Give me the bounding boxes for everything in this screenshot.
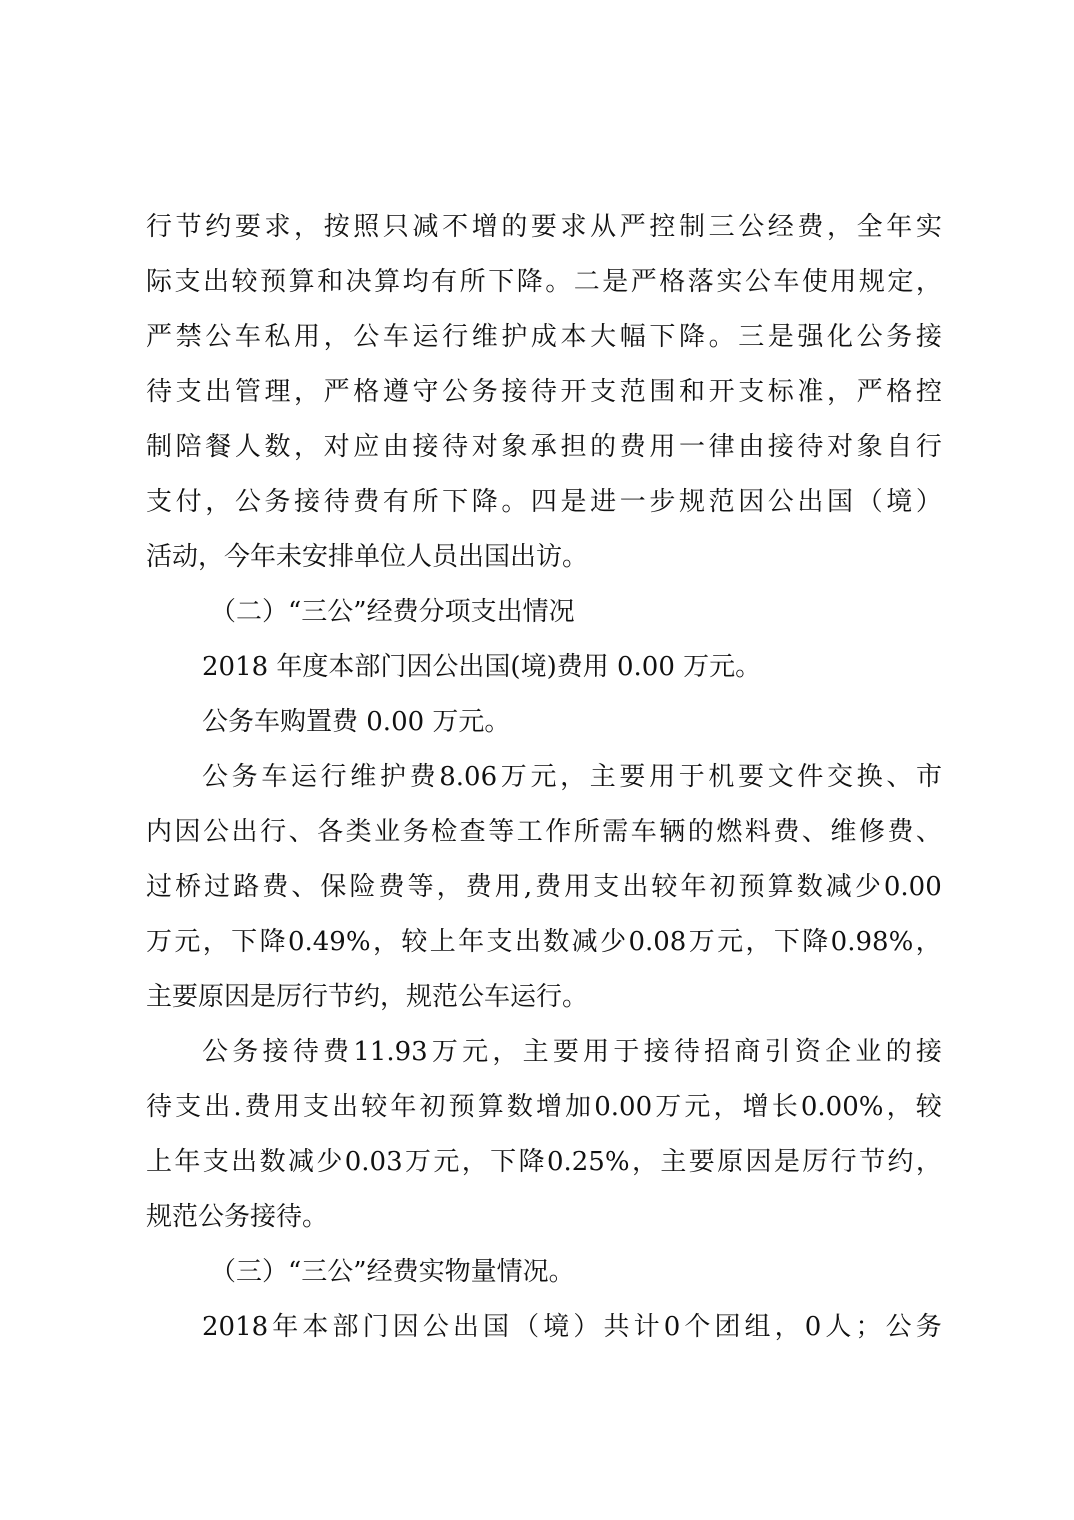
text-line: 际 支 出 较 预 算 和 决 算 均 有 所 下 降 。 二 是 严 格 落 实 公 车 使 用 规 定 ， bbox=[146, 267, 942, 297]
text-line: 内 因 公 出 行 、 各 类 业 务 检 查 等 工 作 所 需 车 辆 的 燃 料 费 、 维 修 费 、 bbox=[146, 817, 942, 847]
text-line: 支 付 ， 公 务 接 待 费 有 所 下 降 。 四 是 进 一 步 规 范 因 公 出 国 （ 境 ） bbox=[146, 487, 942, 517]
text-line: 规范公务接待。 bbox=[146, 1202, 329, 1232]
text-line: 严 禁 公 车 私 用 ， 公 车 运 行 维 护 成 本 大 幅 下 降 。 三 是 强 化 公 务 接 bbox=[146, 322, 942, 352]
section-heading: （二）“三公”经费分项支出情况 bbox=[210, 597, 575, 627]
text-line: 待 支 出 管 理 ， 严 格 遵 守 公 务 接 待 开 支 范 围 和 开 支 标 准 ， 严 格 控 bbox=[146, 377, 942, 407]
text-line: 公 务 车 运 行 维 护 费 8.06 万 元 ， 主 要 用 于 机 要 文 件 交 换 、 市 bbox=[202, 762, 942, 792]
text-line: 上 年 支 出 数 减 少 0.03 万 元 ， 下 降 0.25% ， 主 要 原 因 是 厉 行 节 约 ， bbox=[146, 1147, 942, 1177]
text-line: 万 元 ， 下 降 0.49% ， 较 上 年 支 出 数 减 少 0.08 万 元 ， 下 降 0.98% ， bbox=[146, 927, 942, 957]
text-line: 活动，今年未安排单位人员出国出访。 bbox=[146, 542, 589, 572]
text-line: 公 务 接 待 费 11.93 万 元 ， 主 要 用 于 接 待 招 商 引 资 企 业 的 接 bbox=[202, 1037, 942, 1067]
text-line: 制 陪 餐 人 数 ， 对 应 由 接 待 对 象 承 担 的 费 用 一 律 由 接 待 对 象 自 行 bbox=[146, 432, 942, 462]
text-line: 2018 年 本 部 门 因 公 出 国 （ 境 ） 共 计 0 个 团 组 ， 0 人 ； 公 务 bbox=[202, 1312, 942, 1342]
text-line: 公务车购置费 0.00 万元。 bbox=[202, 707, 511, 737]
body-text bbox=[146, 200, 942, 1355]
text-line: 主要原因是厉行节约，规范公车运行。 bbox=[146, 982, 589, 1012]
text-line: 2018 年度本部门因公出国(境)费用 0.00 万元。 bbox=[202, 652, 762, 682]
text-line: 行 节 约 要 求 ， 按 照 只 减 不 增 的 要 求 从 严 控 制 三 公 经 费 ， 全 年 实 bbox=[146, 212, 942, 242]
section-heading: （三）“三公”经费实物量情况。 bbox=[210, 1257, 575, 1287]
text-line: 待 支 出 . 费 用 支 出 较 年 初 预 算 数 增 加 0.00 万 元 ， 增 长 0.00% ， 较 bbox=[146, 1092, 942, 1122]
text-line: 过 桥 过 路 费 、 保 险 费 等 ， 费 用 , 费 用 支 出 较 年 初 预 算 数 减 少 0.00 bbox=[146, 872, 942, 902]
